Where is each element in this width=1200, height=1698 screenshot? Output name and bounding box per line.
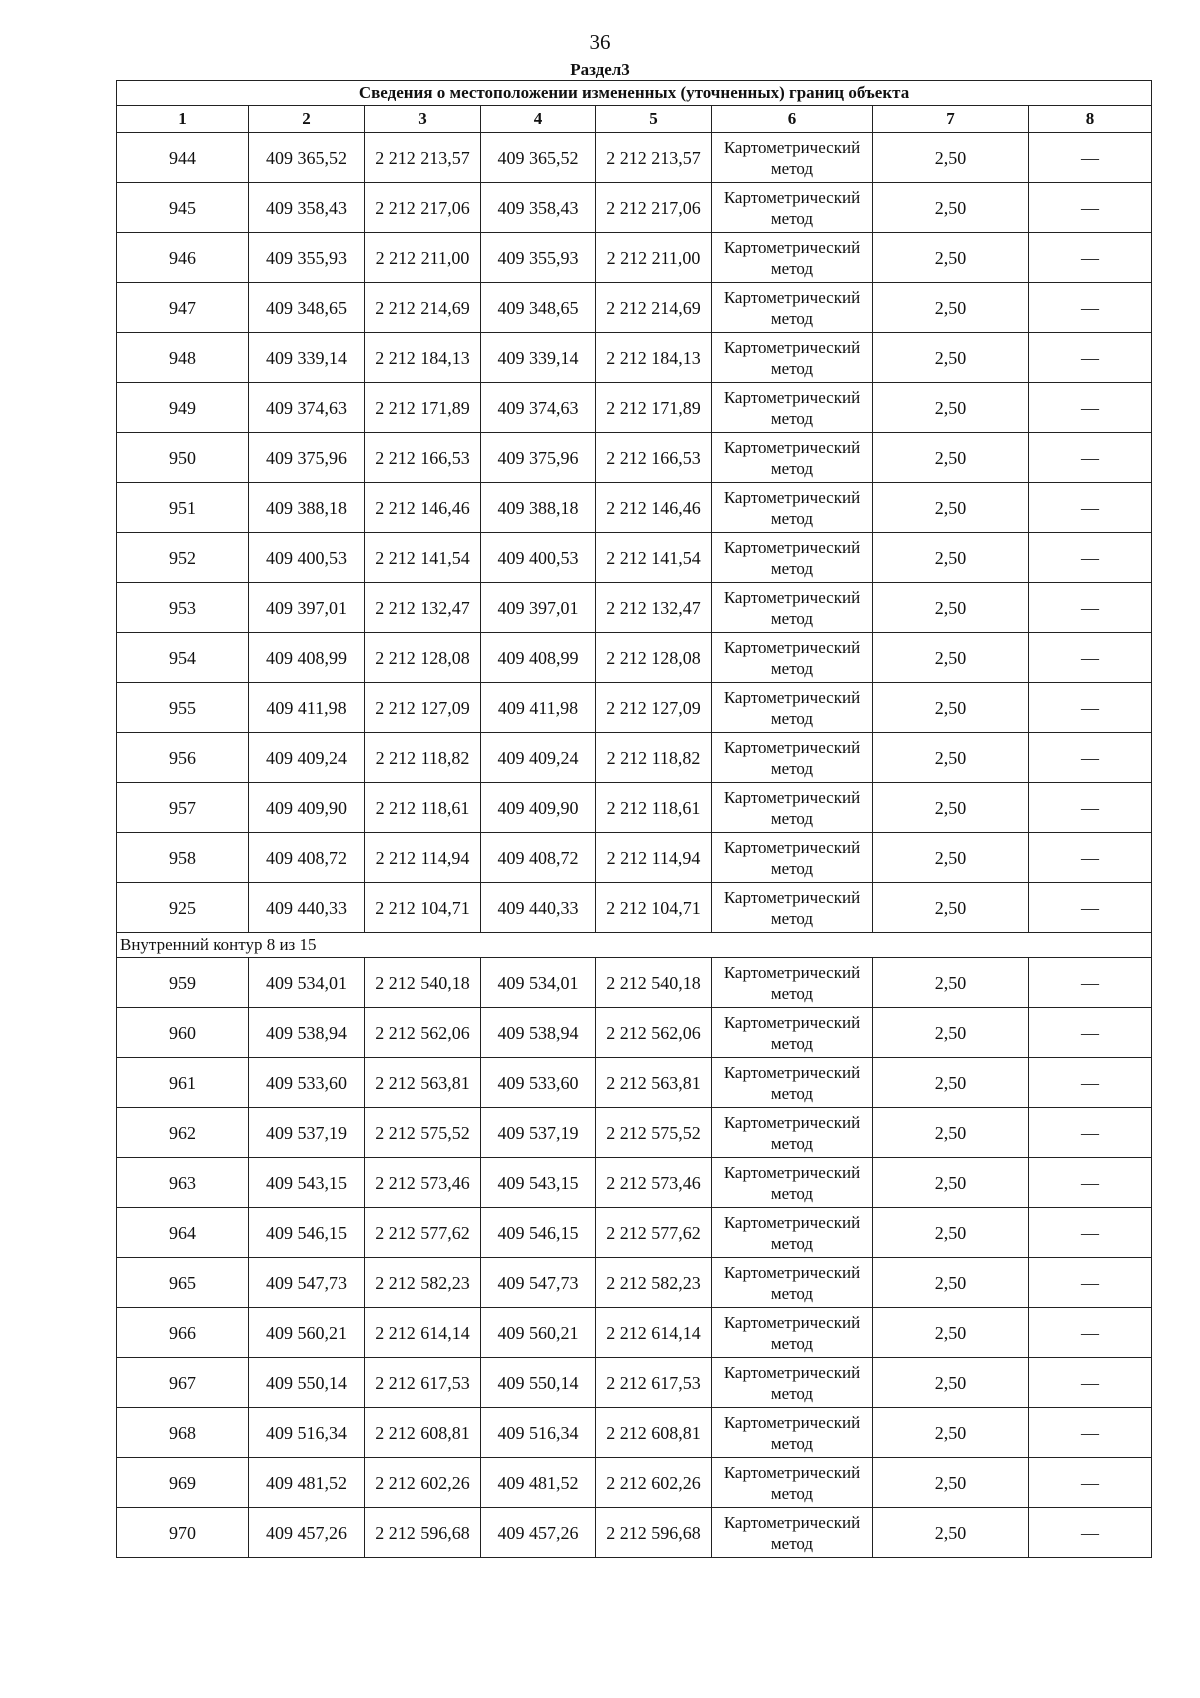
method-cell: Картометрический метод: [712, 283, 873, 333]
point-number-cell: 961: [117, 1058, 249, 1108]
x-coordinate-new-cell: 409 533,60: [481, 1058, 596, 1108]
accuracy-cell: 2,50: [873, 1408, 1029, 1458]
y-coordinate-cell: 2 212 171,89: [365, 383, 481, 433]
point-number-cell: 964: [117, 1208, 249, 1258]
point-number-cell: 958: [117, 833, 249, 883]
accuracy-cell: 2,50: [873, 1208, 1029, 1258]
table-row: [117, 1458, 1152, 1508]
y-coordinate-cell: 2 212 114,94: [365, 833, 481, 883]
y-coordinate-new-cell: 2 212 141,54: [596, 533, 712, 583]
description-cell: —: [1029, 333, 1152, 383]
y-coordinate-new-cell: 2 212 596,68: [596, 1508, 712, 1558]
table-row: [117, 133, 1152, 183]
y-coordinate-new-cell: 2 212 602,26: [596, 1458, 712, 1508]
y-coordinate-cell: 2 212 127,09: [365, 683, 481, 733]
x-coordinate-cell: 409 534,01: [249, 958, 365, 1008]
method-cell: Картометрический метод: [712, 1258, 873, 1308]
method-cell: Картометрический метод: [712, 583, 873, 633]
table-row: [117, 958, 1152, 1008]
column-header: 2: [249, 106, 365, 133]
x-coordinate-new-cell: 409 365,52: [481, 133, 596, 183]
y-coordinate-cell: 2 212 211,00: [365, 233, 481, 283]
column-header: 3: [365, 106, 481, 133]
y-coordinate-new-cell: 2 212 118,82: [596, 733, 712, 783]
table-row: [117, 1108, 1152, 1158]
x-coordinate-cell: 409 516,34: [249, 1408, 365, 1458]
table-row: [117, 283, 1152, 333]
method-cell: Картометрический метод: [712, 783, 873, 833]
x-coordinate-cell: 409 457,26: [249, 1508, 365, 1558]
x-coordinate-new-cell: 409 440,33: [481, 883, 596, 933]
contour-heading: Внутренний контур 8 из 15: [117, 933, 1152, 958]
x-coordinate-new-cell: 409 408,72: [481, 833, 596, 883]
point-number-cell: 955: [117, 683, 249, 733]
point-number-cell: 957: [117, 783, 249, 833]
y-coordinate-new-cell: 2 212 132,47: [596, 583, 712, 633]
accuracy-cell: 2,50: [873, 433, 1029, 483]
accuracy-cell: 2,50: [873, 833, 1029, 883]
accuracy-cell: 2,50: [873, 633, 1029, 683]
x-coordinate-new-cell: 409 547,73: [481, 1258, 596, 1308]
description-cell: —: [1029, 433, 1152, 483]
point-number-cell: 925: [117, 883, 249, 933]
y-coordinate-cell: 2 212 118,82: [365, 733, 481, 783]
table-row: [117, 1008, 1152, 1058]
point-number-cell: 962: [117, 1108, 249, 1158]
method-cell: Картометрический метод: [712, 1508, 873, 1558]
description-cell: —: [1029, 533, 1152, 583]
table-caption: Сведения о местоположении измененных (уточненных) границ объекта: [117, 81, 1152, 106]
accuracy-cell: 2,50: [873, 1008, 1029, 1058]
x-coordinate-cell: 409 411,98: [249, 683, 365, 733]
table-row: [117, 1508, 1152, 1558]
x-coordinate-new-cell: 409 538,94: [481, 1008, 596, 1058]
table-row: [117, 1408, 1152, 1458]
x-coordinate-cell: 409 440,33: [249, 883, 365, 933]
x-coordinate-new-cell: 409 355,93: [481, 233, 596, 283]
table-row: [117, 333, 1152, 383]
column-header: 7: [873, 106, 1029, 133]
y-coordinate-cell: 2 212 602,26: [365, 1458, 481, 1508]
x-coordinate-cell: 409 365,52: [249, 133, 365, 183]
method-cell: Картометрический метод: [712, 633, 873, 683]
accuracy-cell: 2,50: [873, 183, 1029, 233]
description-cell: —: [1029, 233, 1152, 283]
table-row: [117, 1058, 1152, 1108]
x-coordinate-new-cell: 409 516,34: [481, 1408, 596, 1458]
method-cell: Картометрический метод: [712, 233, 873, 283]
table-row: [117, 783, 1152, 833]
y-coordinate-cell: 2 212 540,18: [365, 958, 481, 1008]
column-header: 6: [712, 106, 873, 133]
y-coordinate-cell: 2 212 184,13: [365, 333, 481, 383]
x-coordinate-new-cell: 409 397,01: [481, 583, 596, 633]
description-cell: —: [1029, 283, 1152, 333]
y-coordinate-new-cell: 2 212 614,14: [596, 1308, 712, 1358]
method-cell: Картометрический метод: [712, 1008, 873, 1058]
y-coordinate-cell: 2 212 575,52: [365, 1108, 481, 1158]
description-cell: —: [1029, 733, 1152, 783]
column-header: 5: [596, 106, 712, 133]
table-row: [117, 1158, 1152, 1208]
x-coordinate-new-cell: 409 537,19: [481, 1108, 596, 1158]
x-coordinate-new-cell: 409 400,53: [481, 533, 596, 583]
point-number-cell: 951: [117, 483, 249, 533]
y-coordinate-new-cell: 2 212 217,06: [596, 183, 712, 233]
x-coordinate-cell: 409 400,53: [249, 533, 365, 583]
y-coordinate-new-cell: 2 212 104,71: [596, 883, 712, 933]
accuracy-cell: 2,50: [873, 958, 1029, 1008]
table-row: [117, 1208, 1152, 1258]
x-coordinate-new-cell: 409 550,14: [481, 1358, 596, 1408]
point-number-cell: 963: [117, 1158, 249, 1208]
method-cell: Картометрический метод: [712, 433, 873, 483]
point-number-cell: 953: [117, 583, 249, 633]
y-coordinate-cell: 2 212 582,23: [365, 1258, 481, 1308]
accuracy-cell: 2,50: [873, 283, 1029, 333]
x-coordinate-cell: 409 537,19: [249, 1108, 365, 1158]
y-coordinate-new-cell: 2 212 127,09: [596, 683, 712, 733]
x-coordinate-cell: 409 409,90: [249, 783, 365, 833]
accuracy-cell: 2,50: [873, 1458, 1029, 1508]
x-coordinate-new-cell: 409 348,65: [481, 283, 596, 333]
table-row: [117, 883, 1152, 933]
point-number-cell: 967: [117, 1358, 249, 1408]
y-coordinate-cell: 2 212 166,53: [365, 433, 481, 483]
y-coordinate-new-cell: 2 212 171,89: [596, 383, 712, 433]
y-coordinate-new-cell: 2 212 211,00: [596, 233, 712, 283]
table-row: [117, 733, 1152, 783]
y-coordinate-cell: 2 212 118,61: [365, 783, 481, 833]
accuracy-cell: 2,50: [873, 733, 1029, 783]
table-row: [117, 183, 1152, 233]
y-coordinate-cell: 2 212 563,81: [365, 1058, 481, 1108]
method-cell: Картометрический метод: [712, 333, 873, 383]
x-coordinate-new-cell: 409 408,99: [481, 633, 596, 683]
method-cell: Картометрический метод: [712, 1108, 873, 1158]
accuracy-cell: 2,50: [873, 1308, 1029, 1358]
accuracy-cell: 2,50: [873, 483, 1029, 533]
table-row: [117, 633, 1152, 683]
y-coordinate-new-cell: 2 212 573,46: [596, 1158, 712, 1208]
y-coordinate-new-cell: 2 212 563,81: [596, 1058, 712, 1108]
method-cell: Картометрический метод: [712, 133, 873, 183]
table-row: [117, 1258, 1152, 1308]
point-number-cell: 956: [117, 733, 249, 783]
table-row: [117, 233, 1152, 283]
point-number-cell: 968: [117, 1408, 249, 1458]
x-coordinate-new-cell: 409 560,21: [481, 1308, 596, 1358]
description-cell: —: [1029, 1408, 1152, 1458]
y-coordinate-new-cell: 2 212 184,13: [596, 333, 712, 383]
method-cell: Картометрический метод: [712, 1308, 873, 1358]
accuracy-cell: 2,50: [873, 1358, 1029, 1408]
accuracy-cell: 2,50: [873, 533, 1029, 583]
table-caption-row: [117, 81, 1152, 106]
column-header: 4: [481, 106, 596, 133]
point-number-cell: 959: [117, 958, 249, 1008]
description-cell: —: [1029, 883, 1152, 933]
x-coordinate-cell: 409 481,52: [249, 1458, 365, 1508]
description-cell: —: [1029, 383, 1152, 433]
y-coordinate-new-cell: 2 212 577,62: [596, 1208, 712, 1258]
accuracy-cell: 2,50: [873, 1158, 1029, 1208]
x-coordinate-cell: 409 543,15: [249, 1158, 365, 1208]
x-coordinate-new-cell: 409 546,15: [481, 1208, 596, 1258]
accuracy-cell: 2,50: [873, 1108, 1029, 1158]
y-coordinate-cell: 2 212 614,14: [365, 1308, 481, 1358]
point-number-cell: 947: [117, 283, 249, 333]
method-cell: Картометрический метод: [712, 483, 873, 533]
point-number-cell: 966: [117, 1308, 249, 1358]
description-cell: —: [1029, 1208, 1152, 1258]
table-row: [117, 483, 1152, 533]
x-coordinate-cell: 409 409,24: [249, 733, 365, 783]
accuracy-cell: 2,50: [873, 783, 1029, 833]
y-coordinate-cell: 2 212 617,53: [365, 1358, 481, 1408]
x-coordinate-new-cell: 409 409,90: [481, 783, 596, 833]
description-cell: —: [1029, 1308, 1152, 1358]
y-coordinate-cell: 2 212 562,06: [365, 1008, 481, 1058]
method-cell: Картометрический метод: [712, 883, 873, 933]
x-coordinate-cell: 409 538,94: [249, 1008, 365, 1058]
y-coordinate-cell: 2 212 213,57: [365, 133, 481, 183]
x-coordinate-cell: 409 547,73: [249, 1258, 365, 1308]
method-cell: Картометрический метод: [712, 1408, 873, 1458]
y-coordinate-cell: 2 212 596,68: [365, 1508, 481, 1558]
y-coordinate-cell: 2 212 214,69: [365, 283, 481, 333]
x-coordinate-new-cell: 409 409,24: [481, 733, 596, 783]
x-coordinate-cell: 409 374,63: [249, 383, 365, 433]
accuracy-cell: 2,50: [873, 333, 1029, 383]
method-cell: Картометрический метод: [712, 383, 873, 433]
description-cell: —: [1029, 1108, 1152, 1158]
x-coordinate-cell: 409 550,14: [249, 1358, 365, 1408]
description-cell: —: [1029, 183, 1152, 233]
x-coordinate-new-cell: 409 543,15: [481, 1158, 596, 1208]
y-coordinate-new-cell: 2 212 118,61: [596, 783, 712, 833]
y-coordinate-cell: 2 212 217,06: [365, 183, 481, 233]
accuracy-cell: 2,50: [873, 883, 1029, 933]
accuracy-cell: 2,50: [873, 1508, 1029, 1558]
table-row: [117, 833, 1152, 883]
y-coordinate-new-cell: 2 212 608,81: [596, 1408, 712, 1458]
point-number-cell: 965: [117, 1258, 249, 1308]
description-cell: —: [1029, 483, 1152, 533]
point-number-cell: 969: [117, 1458, 249, 1508]
method-cell: Картометрический метод: [712, 1208, 873, 1258]
y-coordinate-new-cell: 2 212 214,69: [596, 283, 712, 333]
x-coordinate-cell: 409 375,96: [249, 433, 365, 483]
y-coordinate-cell: 2 212 577,62: [365, 1208, 481, 1258]
method-cell: Картометрический метод: [712, 1058, 873, 1108]
x-coordinate-new-cell: 409 481,52: [481, 1458, 596, 1508]
table-row: [117, 433, 1152, 483]
accuracy-cell: 2,50: [873, 1058, 1029, 1108]
table-body: [117, 81, 1152, 1558]
method-cell: Картометрический метод: [712, 833, 873, 883]
x-coordinate-new-cell: 409 388,18: [481, 483, 596, 533]
boundary-coordinates-table: [116, 80, 1152, 1558]
y-coordinate-cell: 2 212 146,46: [365, 483, 481, 533]
description-cell: —: [1029, 958, 1152, 1008]
table-row: [117, 1308, 1152, 1358]
y-coordinate-cell: 2 212 104,71: [365, 883, 481, 933]
method-cell: Картометрический метод: [712, 958, 873, 1008]
accuracy-cell: 2,50: [873, 1258, 1029, 1308]
x-coordinate-new-cell: 409 339,14: [481, 333, 596, 383]
contour-heading-row: [117, 933, 1152, 958]
accuracy-cell: 2,50: [873, 683, 1029, 733]
method-cell: Картометрический метод: [712, 533, 873, 583]
point-number-cell: 970: [117, 1508, 249, 1558]
description-cell: —: [1029, 1008, 1152, 1058]
column-header: 8: [1029, 106, 1152, 133]
x-coordinate-new-cell: 409 375,96: [481, 433, 596, 483]
description-cell: —: [1029, 1258, 1152, 1308]
point-number-cell: 950: [117, 433, 249, 483]
point-number-cell: 948: [117, 333, 249, 383]
x-coordinate-new-cell: 409 358,43: [481, 183, 596, 233]
x-coordinate-cell: 409 408,72: [249, 833, 365, 883]
section-title: Раздел3: [570, 60, 630, 79]
x-coordinate-cell: 409 388,18: [249, 483, 365, 533]
column-number-row: [117, 106, 1152, 133]
accuracy-cell: 2,50: [873, 233, 1029, 283]
y-coordinate-new-cell: 2 212 146,46: [596, 483, 712, 533]
y-coordinate-new-cell: 2 212 114,94: [596, 833, 712, 883]
y-coordinate-cell: 2 212 573,46: [365, 1158, 481, 1208]
description-cell: —: [1029, 783, 1152, 833]
x-coordinate-cell: 409 339,14: [249, 333, 365, 383]
point-number-cell: 960: [117, 1008, 249, 1058]
point-number-cell: 946: [117, 233, 249, 283]
accuracy-cell: 2,50: [873, 133, 1029, 183]
y-coordinate-cell: 2 212 141,54: [365, 533, 481, 583]
method-cell: Картометрический метод: [712, 1158, 873, 1208]
y-coordinate-new-cell: 2 212 582,23: [596, 1258, 712, 1308]
x-coordinate-cell: 409 348,65: [249, 283, 365, 333]
method-cell: Картометрический метод: [712, 683, 873, 733]
y-coordinate-cell: 2 212 128,08: [365, 633, 481, 683]
method-cell: Картометрический метод: [712, 1458, 873, 1508]
accuracy-cell: 2,50: [873, 583, 1029, 633]
x-coordinate-cell: 409 546,15: [249, 1208, 365, 1258]
y-coordinate-new-cell: 2 212 213,57: [596, 133, 712, 183]
method-cell: Картометрический метод: [712, 183, 873, 233]
y-coordinate-new-cell: 2 212 540,18: [596, 958, 712, 1008]
table-row: [117, 583, 1152, 633]
description-cell: —: [1029, 133, 1152, 183]
x-coordinate-cell: 409 408,99: [249, 633, 365, 683]
table-row: [117, 383, 1152, 433]
point-number-cell: 954: [117, 633, 249, 683]
x-coordinate-cell: 409 358,43: [249, 183, 365, 233]
description-cell: —: [1029, 1508, 1152, 1558]
x-coordinate-new-cell: 409 411,98: [481, 683, 596, 733]
x-coordinate-cell: 409 560,21: [249, 1308, 365, 1358]
table-row: [117, 533, 1152, 583]
method-cell: Картометрический метод: [712, 733, 873, 783]
description-cell: —: [1029, 683, 1152, 733]
method-cell: Картометрический метод: [712, 1358, 873, 1408]
y-coordinate-new-cell: 2 212 562,06: [596, 1008, 712, 1058]
description-cell: —: [1029, 833, 1152, 883]
page-number: 36: [589, 30, 611, 54]
y-coordinate-new-cell: 2 212 575,52: [596, 1108, 712, 1158]
accuracy-cell: 2,50: [873, 383, 1029, 433]
y-coordinate-new-cell: 2 212 128,08: [596, 633, 712, 683]
x-coordinate-cell: 409 533,60: [249, 1058, 365, 1108]
description-cell: —: [1029, 583, 1152, 633]
description-cell: —: [1029, 1058, 1152, 1108]
point-number-cell: 944: [117, 133, 249, 183]
table-row: [117, 683, 1152, 733]
point-number-cell: 952: [117, 533, 249, 583]
x-coordinate-new-cell: 409 457,26: [481, 1508, 596, 1558]
point-number-cell: 949: [117, 383, 249, 433]
x-coordinate-new-cell: 409 534,01: [481, 958, 596, 1008]
y-coordinate-new-cell: 2 212 617,53: [596, 1358, 712, 1408]
description-cell: —: [1029, 1358, 1152, 1408]
y-coordinate-new-cell: 2 212 166,53: [596, 433, 712, 483]
y-coordinate-cell: 2 212 608,81: [365, 1408, 481, 1458]
x-coordinate-cell: 409 397,01: [249, 583, 365, 633]
column-header: 1: [117, 106, 249, 133]
x-coordinate-cell: 409 355,93: [249, 233, 365, 283]
description-cell: —: [1029, 1458, 1152, 1508]
y-coordinate-cell: 2 212 132,47: [365, 583, 481, 633]
table-row: [117, 1358, 1152, 1408]
description-cell: —: [1029, 1158, 1152, 1208]
description-cell: —: [1029, 633, 1152, 683]
x-coordinate-new-cell: 409 374,63: [481, 383, 596, 433]
point-number-cell: 945: [117, 183, 249, 233]
